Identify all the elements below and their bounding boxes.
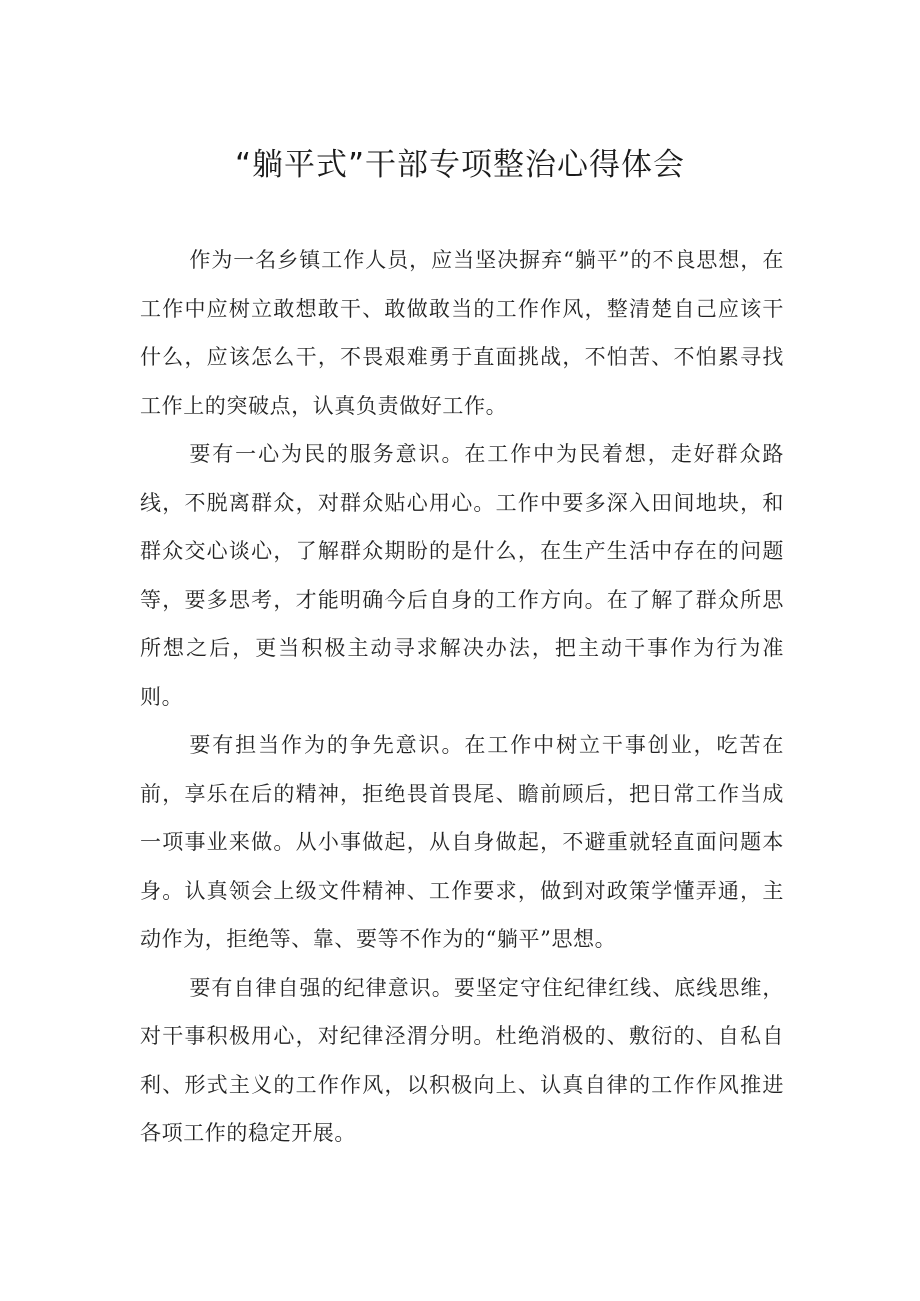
paragraph-discipline-awareness: 要有自律自强的纪律意识。要坚定守住纪律红线、底线思维，对干事积极用心，对纪律泾渭分明。杜绝消极的、敷衍的、自私自利、形式主义的工作作风，以积极向上、认真自律的工作作风推进各项工作的稳定开展。 <box>140 975 784 1145</box>
document-title: “躺平式”干部专项整治心得体会 <box>234 147 686 183</box>
paragraph-responsibility-awareness: 要有担当作为的争先意识。在工作中树立干事创业，吃苦在前，享乐在后的精神，拒绝畏首畏尾、瞻前顾后，把日常工作当成一项事业来做。从小事做起，从自身做起，不避重就轻直面问题本身。认真领会上级文件精神、工作要求，做到对政策学懂弄通，主动作为，拒绝等、靠、要等不作为的“躺平”思想。 <box>140 733 784 951</box>
paragraph-intro: 作为一名乡镇工作人员，应当坚决摒弃“躺平”的不良思想，在工作中应树立敢想敢干、敢做敢当的工作作风，整清楚自己应该干什么，应该怎么干，不畏艰难勇于直面挑战，不怕苦、不怕累寻找工作上的突破点，认真负责做好工作。 <box>140 248 784 418</box>
document-body <box>140 236 784 1158</box>
paragraph-service-awareness: 要有一心为民的服务意识。在工作中为民着想，走好群众路线，不脱离群众，对群众贴心用心。工作中要多深入田间地块，和群众交心谈心，了解群众期盼的是什么，在生产生活中存在的问题等，要多思考，才能明确今后自身的工作方向。在了解了群众所思所想之后，更当积极主动寻求解决办法，把主动干事作为行为准则。 <box>140 442 784 709</box>
